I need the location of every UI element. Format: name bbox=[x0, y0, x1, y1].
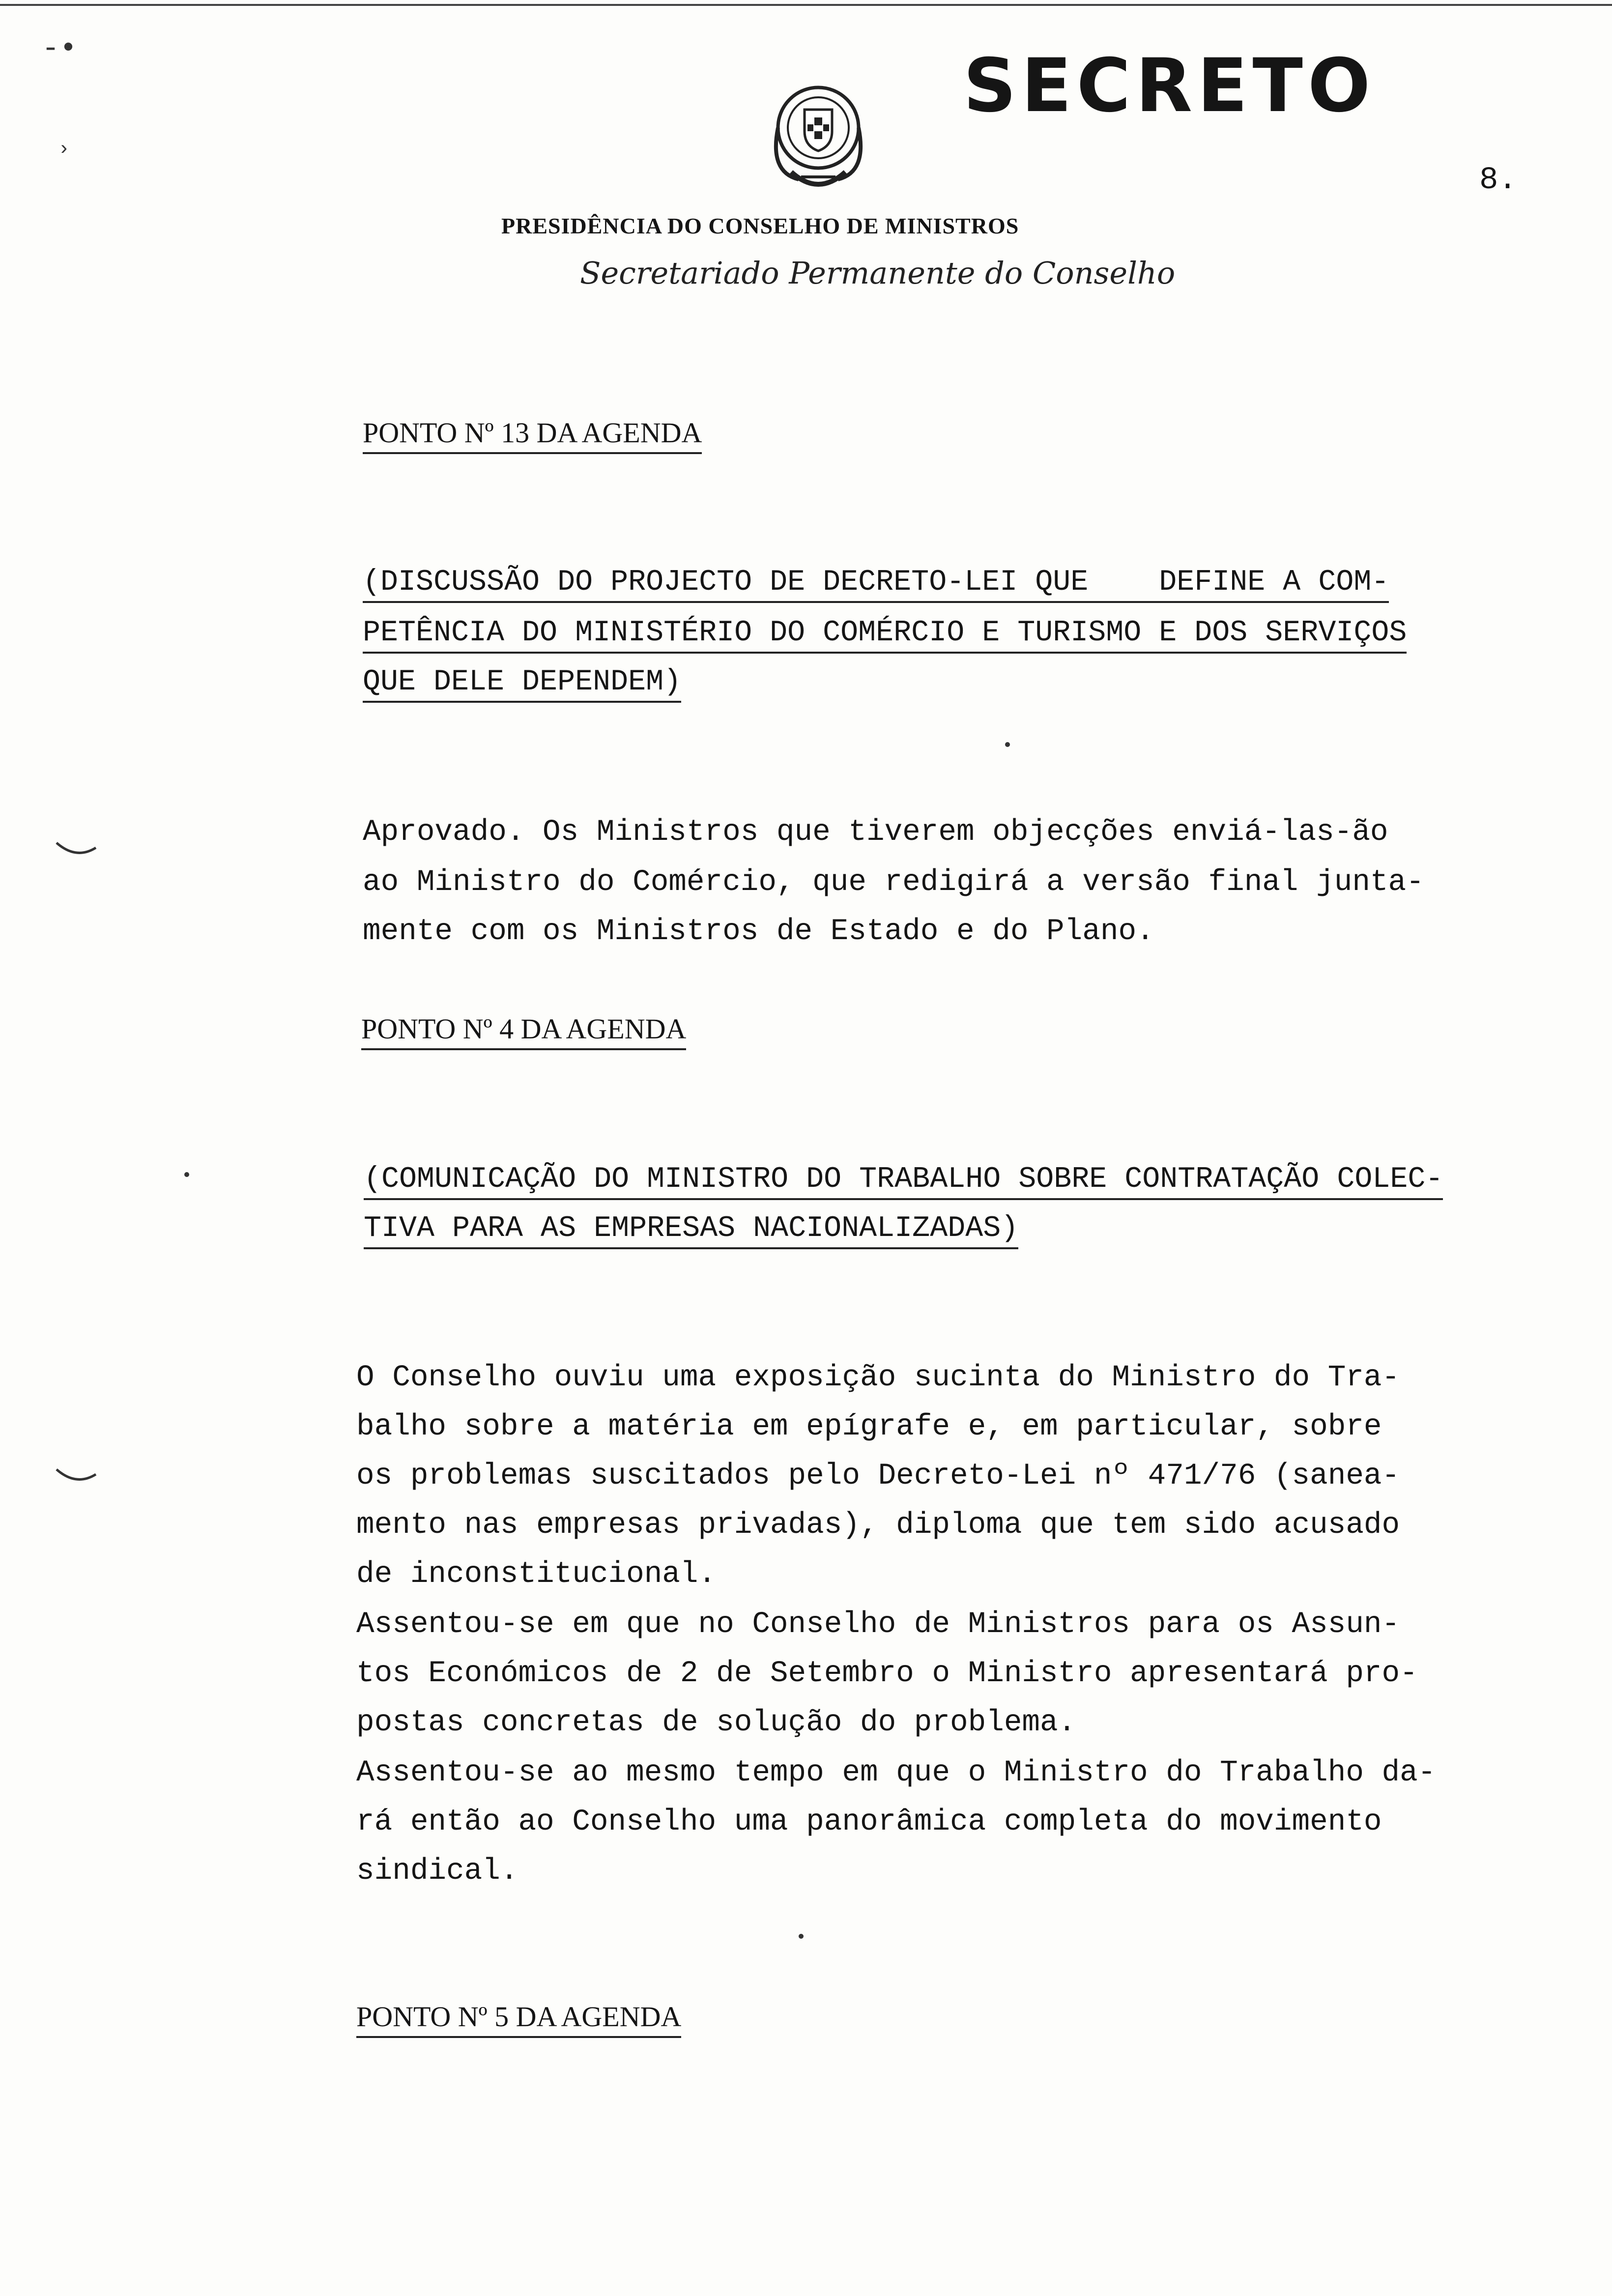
section-heading: PONTO Nº 13 DA AGENDA bbox=[363, 419, 702, 454]
body-line: de inconstitucional. bbox=[356, 1557, 717, 1591]
body-line: rá então ao Conselho uma panorâmica completa do movimento bbox=[356, 1805, 1382, 1839]
binding-hole-mark bbox=[54, 840, 98, 860]
body-line: sindical. bbox=[356, 1854, 518, 1888]
section-heading: PONTO Nº 5 DA AGENDA bbox=[356, 2003, 681, 2038]
page-top-edge bbox=[0, 4, 1612, 6]
subject-line: (DISCUSSÃO DO PROJECTO DE DECRETO-LEI QUE DEFINE A COM- bbox=[363, 568, 1389, 603]
body-line: Aprovado. Os Ministros que tiverem objecções enviá-las-ão bbox=[363, 815, 1388, 849]
subject-line: TIVA PARA AS EMPRESAS NACIONALIZADAS) bbox=[364, 1214, 1018, 1249]
department-name: Secretariado Permanente do Conselho bbox=[580, 255, 1176, 291]
section-heading: PONTO Nº 4 DA AGENDA bbox=[361, 1015, 686, 1050]
body-line: balho sobre a matéria em epígrafe e, em particular, sobre bbox=[356, 1410, 1382, 1444]
margin-mark: -• bbox=[42, 32, 78, 66]
body-line: mente com os Ministros de Estado e do Plano. bbox=[363, 915, 1154, 948]
speck bbox=[1005, 742, 1010, 747]
binding-hole-mark bbox=[54, 1467, 98, 1487]
institution-name: PRESIDÊNCIA DO CONSELHO DE MINISTROS bbox=[501, 213, 1019, 238]
body-line: O Conselho ouviu uma exposição sucinta do Ministro do Tra- bbox=[356, 1361, 1400, 1395]
body-line: postas concretas de solução do problema. bbox=[356, 1706, 1076, 1740]
classification-stamp: SECRETO bbox=[963, 43, 1376, 129]
body-line: os problemas suscitados pelo Decreto-Lei nº 471/76 (sanea- bbox=[356, 1459, 1400, 1493]
body-line: tos Económicos de 2 de Setembro o Ministro apresentará pro- bbox=[356, 1657, 1418, 1691]
coat-of-arms-seal bbox=[764, 76, 872, 194]
body-line: Assentou-se em que no Conselho de Ministros para os Assun- bbox=[356, 1607, 1400, 1641]
body-line: Assentou-se ao mesmo tempo em que o Ministro do Trabalho da- bbox=[356, 1756, 1436, 1790]
page-number: 8. bbox=[1479, 163, 1517, 198]
margin-mark: › bbox=[58, 139, 70, 161]
speck bbox=[184, 1172, 189, 1177]
body-line: ao Ministro do Comércio, que redigirá a versão final junta- bbox=[363, 865, 1424, 899]
speck bbox=[799, 1934, 804, 1939]
subject-line: PETÊNCIA DO MINISTÉRIO DO COMÉRCIO E TURISMO E DOS SERVIÇOS bbox=[363, 618, 1407, 654]
subject-line: (COMUNICAÇÃO DO MINISTRO DO TRABALHO SOBRE CONTRATAÇÃO COLEC- bbox=[364, 1165, 1443, 1200]
body-line: mento nas empresas privadas), diploma que tem sido acusado bbox=[356, 1508, 1400, 1542]
subject-line: QUE DELE DEPENDEM) bbox=[363, 667, 681, 703]
